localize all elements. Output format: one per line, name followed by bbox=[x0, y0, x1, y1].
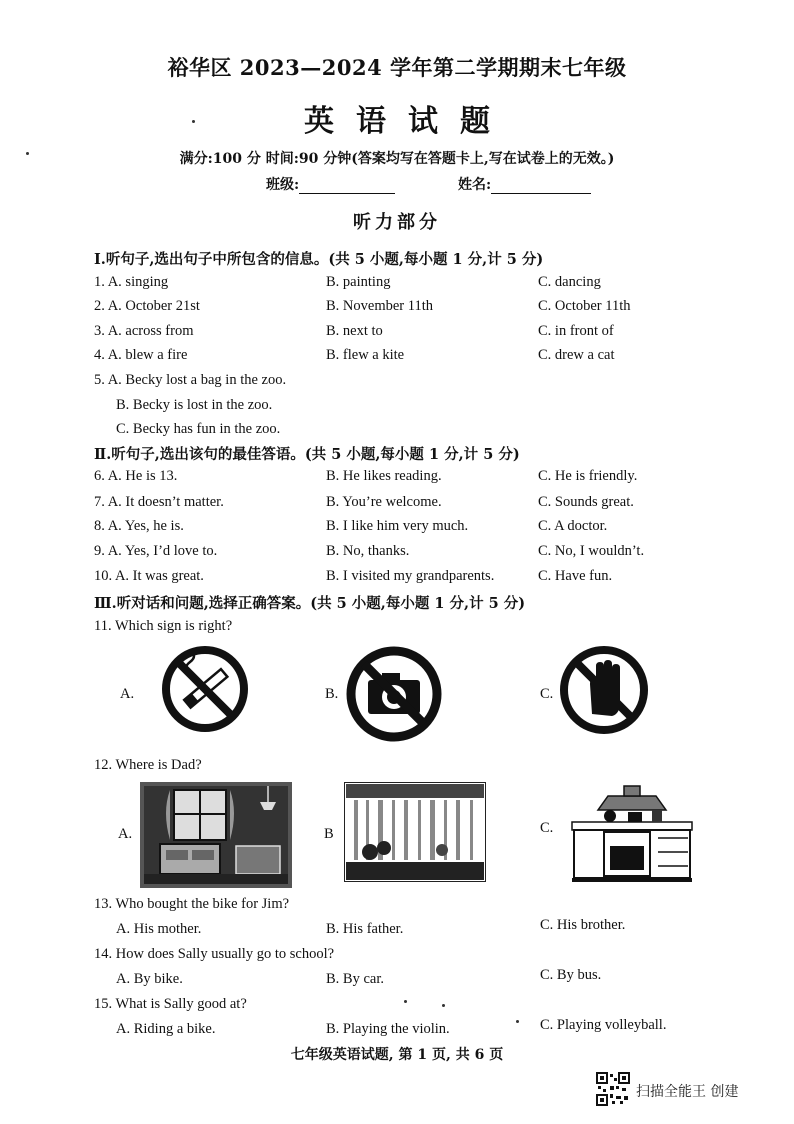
option-a: A. Yes, I’d love to. bbox=[107, 543, 218, 559]
option-a: A. Becky lost a bag in the zoo. bbox=[107, 372, 287, 388]
question-number: 5. bbox=[94, 372, 105, 388]
option-b: B. No, thanks. bbox=[326, 543, 410, 559]
option-a: A. His mother. bbox=[116, 921, 202, 937]
option-c: C. in front of bbox=[538, 323, 614, 339]
option-c: C. drew a cat bbox=[538, 347, 615, 363]
option-b: B. By car. bbox=[326, 971, 384, 987]
option-c: C. Sounds great. bbox=[538, 494, 634, 510]
exam-header-title: 裕华区 2023—2024 学年第二学期期末七年级 bbox=[167, 55, 627, 80]
kitchen-picture-icon bbox=[568, 776, 696, 892]
part1-heading: Ⅰ.听句子,选出句子中所包含的信息。(共 5 小题,每小题 1 分,计 5 分) bbox=[94, 251, 544, 268]
option-b: B. He likes reading. bbox=[326, 468, 442, 484]
no-photography-sign-icon bbox=[344, 644, 444, 748]
question-12: 12. Where is Dad? bbox=[94, 757, 202, 773]
option-a: A. bbox=[118, 826, 133, 842]
option-b: B bbox=[324, 826, 334, 842]
option-b: B. Becky is lost in the zoo. bbox=[116, 397, 273, 413]
no-touching-sign-icon bbox=[558, 644, 650, 740]
question-6 bbox=[94, 468, 177, 485]
option-a: A. It was great. bbox=[114, 568, 204, 584]
option-c: C. No, I wouldn’t. bbox=[538, 543, 645, 559]
class-label: 班级: bbox=[266, 177, 300, 193]
option-c: C. bbox=[540, 686, 554, 702]
scan-speck bbox=[516, 1020, 519, 1023]
part3-heading: Ⅲ.听对话和问题,选择正确答案。(共 5 小题,每小题 1 分,计 5 分) bbox=[94, 595, 526, 612]
option-b: B. I like him very much. bbox=[326, 518, 469, 534]
scan-speck bbox=[192, 120, 195, 123]
option-c: C. bbox=[540, 820, 554, 836]
option-c: C. He is friendly. bbox=[538, 468, 638, 484]
name-label: 姓名: bbox=[458, 177, 492, 193]
part2-heading: Ⅱ.听句子,选出该句的最佳答语。(共 5 小题,每小题 1 分,计 5 分) bbox=[94, 446, 520, 463]
option-a: A. singing bbox=[107, 274, 169, 290]
page-footer: 七年级英语试题, 第 1 页, 共 6 页 bbox=[290, 1047, 504, 1063]
exam-meta: 满分:100 分 时间:90 分钟(答案均写在答题卡上,写在试卷上的无效。) bbox=[179, 151, 615, 167]
scanner-label: 扫描全能王 创建 bbox=[636, 1084, 739, 1100]
option-c: C. October 11th bbox=[538, 298, 631, 314]
question-number: 8. bbox=[94, 518, 105, 534]
question-number: 2. bbox=[94, 298, 105, 314]
option-a: A. across from bbox=[107, 323, 194, 339]
option-b: B. November 11th bbox=[326, 298, 433, 314]
option-b: B. flew a kite bbox=[326, 347, 405, 363]
option-b: B. painting bbox=[326, 274, 391, 290]
listening-section-title: 听力部分 bbox=[353, 212, 441, 233]
scanner-watermark bbox=[596, 1072, 738, 1110]
question-15: 15. What is Sally good at? bbox=[94, 996, 247, 1012]
question-5 bbox=[94, 372, 286, 389]
option-b: B. next to bbox=[326, 323, 383, 339]
class-blank bbox=[299, 178, 395, 194]
option-c: C. dancing bbox=[538, 274, 601, 290]
no-smoking-sign-icon bbox=[160, 644, 250, 738]
question-3 bbox=[94, 323, 193, 340]
option-a: A. bbox=[120, 686, 135, 702]
option-a: A. Riding a bike. bbox=[116, 1021, 216, 1037]
scan-speck bbox=[26, 152, 29, 155]
name-blank bbox=[491, 178, 591, 194]
question-number: 7. bbox=[94, 494, 105, 510]
option-b: B. bbox=[325, 686, 339, 702]
question-number: 1. bbox=[94, 274, 105, 290]
question-13: 13. Who bought the bike for Jim? bbox=[94, 896, 290, 912]
option-c: C. Playing volleyball. bbox=[540, 1017, 667, 1033]
scan-speck bbox=[404, 1000, 407, 1003]
question-14: 14. How does Sally usually go to school? bbox=[94, 946, 335, 962]
option-b: B. His father. bbox=[326, 921, 404, 937]
question-4 bbox=[94, 347, 187, 364]
option-b: B. I visited my grandparents. bbox=[326, 568, 495, 584]
option-a: A. October 21st bbox=[107, 298, 200, 314]
question-8 bbox=[94, 518, 184, 535]
option-a: A. He is 13. bbox=[107, 468, 178, 484]
question-10 bbox=[94, 568, 204, 585]
question-number: 6. bbox=[94, 468, 105, 484]
question-1 bbox=[94, 274, 168, 291]
option-a: A. blew a fire bbox=[107, 347, 188, 363]
question-9 bbox=[94, 543, 217, 560]
option-a: A. By bike. bbox=[116, 971, 183, 987]
option-c: C. Becky has fun in the zoo. bbox=[116, 421, 281, 437]
option-a: A. It doesn’t matter. bbox=[107, 494, 224, 510]
option-b: B. Playing the violin. bbox=[326, 1021, 450, 1037]
question-7 bbox=[94, 494, 224, 511]
option-c: C. By bus. bbox=[540, 967, 602, 983]
garden-picture-icon bbox=[344, 782, 486, 886]
option-a: A. Yes, he is. bbox=[107, 518, 184, 534]
option-c: C. Have fun. bbox=[538, 568, 613, 584]
option-b: B. You’re welcome. bbox=[326, 494, 442, 510]
qr-code-icon bbox=[596, 1072, 630, 1110]
exam-subject-title: 英语试题 bbox=[304, 104, 512, 139]
class-field bbox=[266, 174, 395, 194]
question-2 bbox=[94, 298, 200, 315]
option-c: C. A doctor. bbox=[538, 518, 608, 534]
question-number: 9. bbox=[94, 543, 105, 559]
option-c: C. His brother. bbox=[540, 917, 626, 933]
name-field bbox=[458, 174, 591, 194]
scan-speck bbox=[442, 1004, 445, 1007]
question-11: 11. Which sign is right? bbox=[94, 618, 233, 634]
living-room-picture-icon bbox=[140, 782, 292, 892]
question-number: 4. bbox=[94, 347, 105, 363]
question-number: 10. bbox=[94, 568, 113, 584]
question-number: 3. bbox=[94, 323, 105, 339]
